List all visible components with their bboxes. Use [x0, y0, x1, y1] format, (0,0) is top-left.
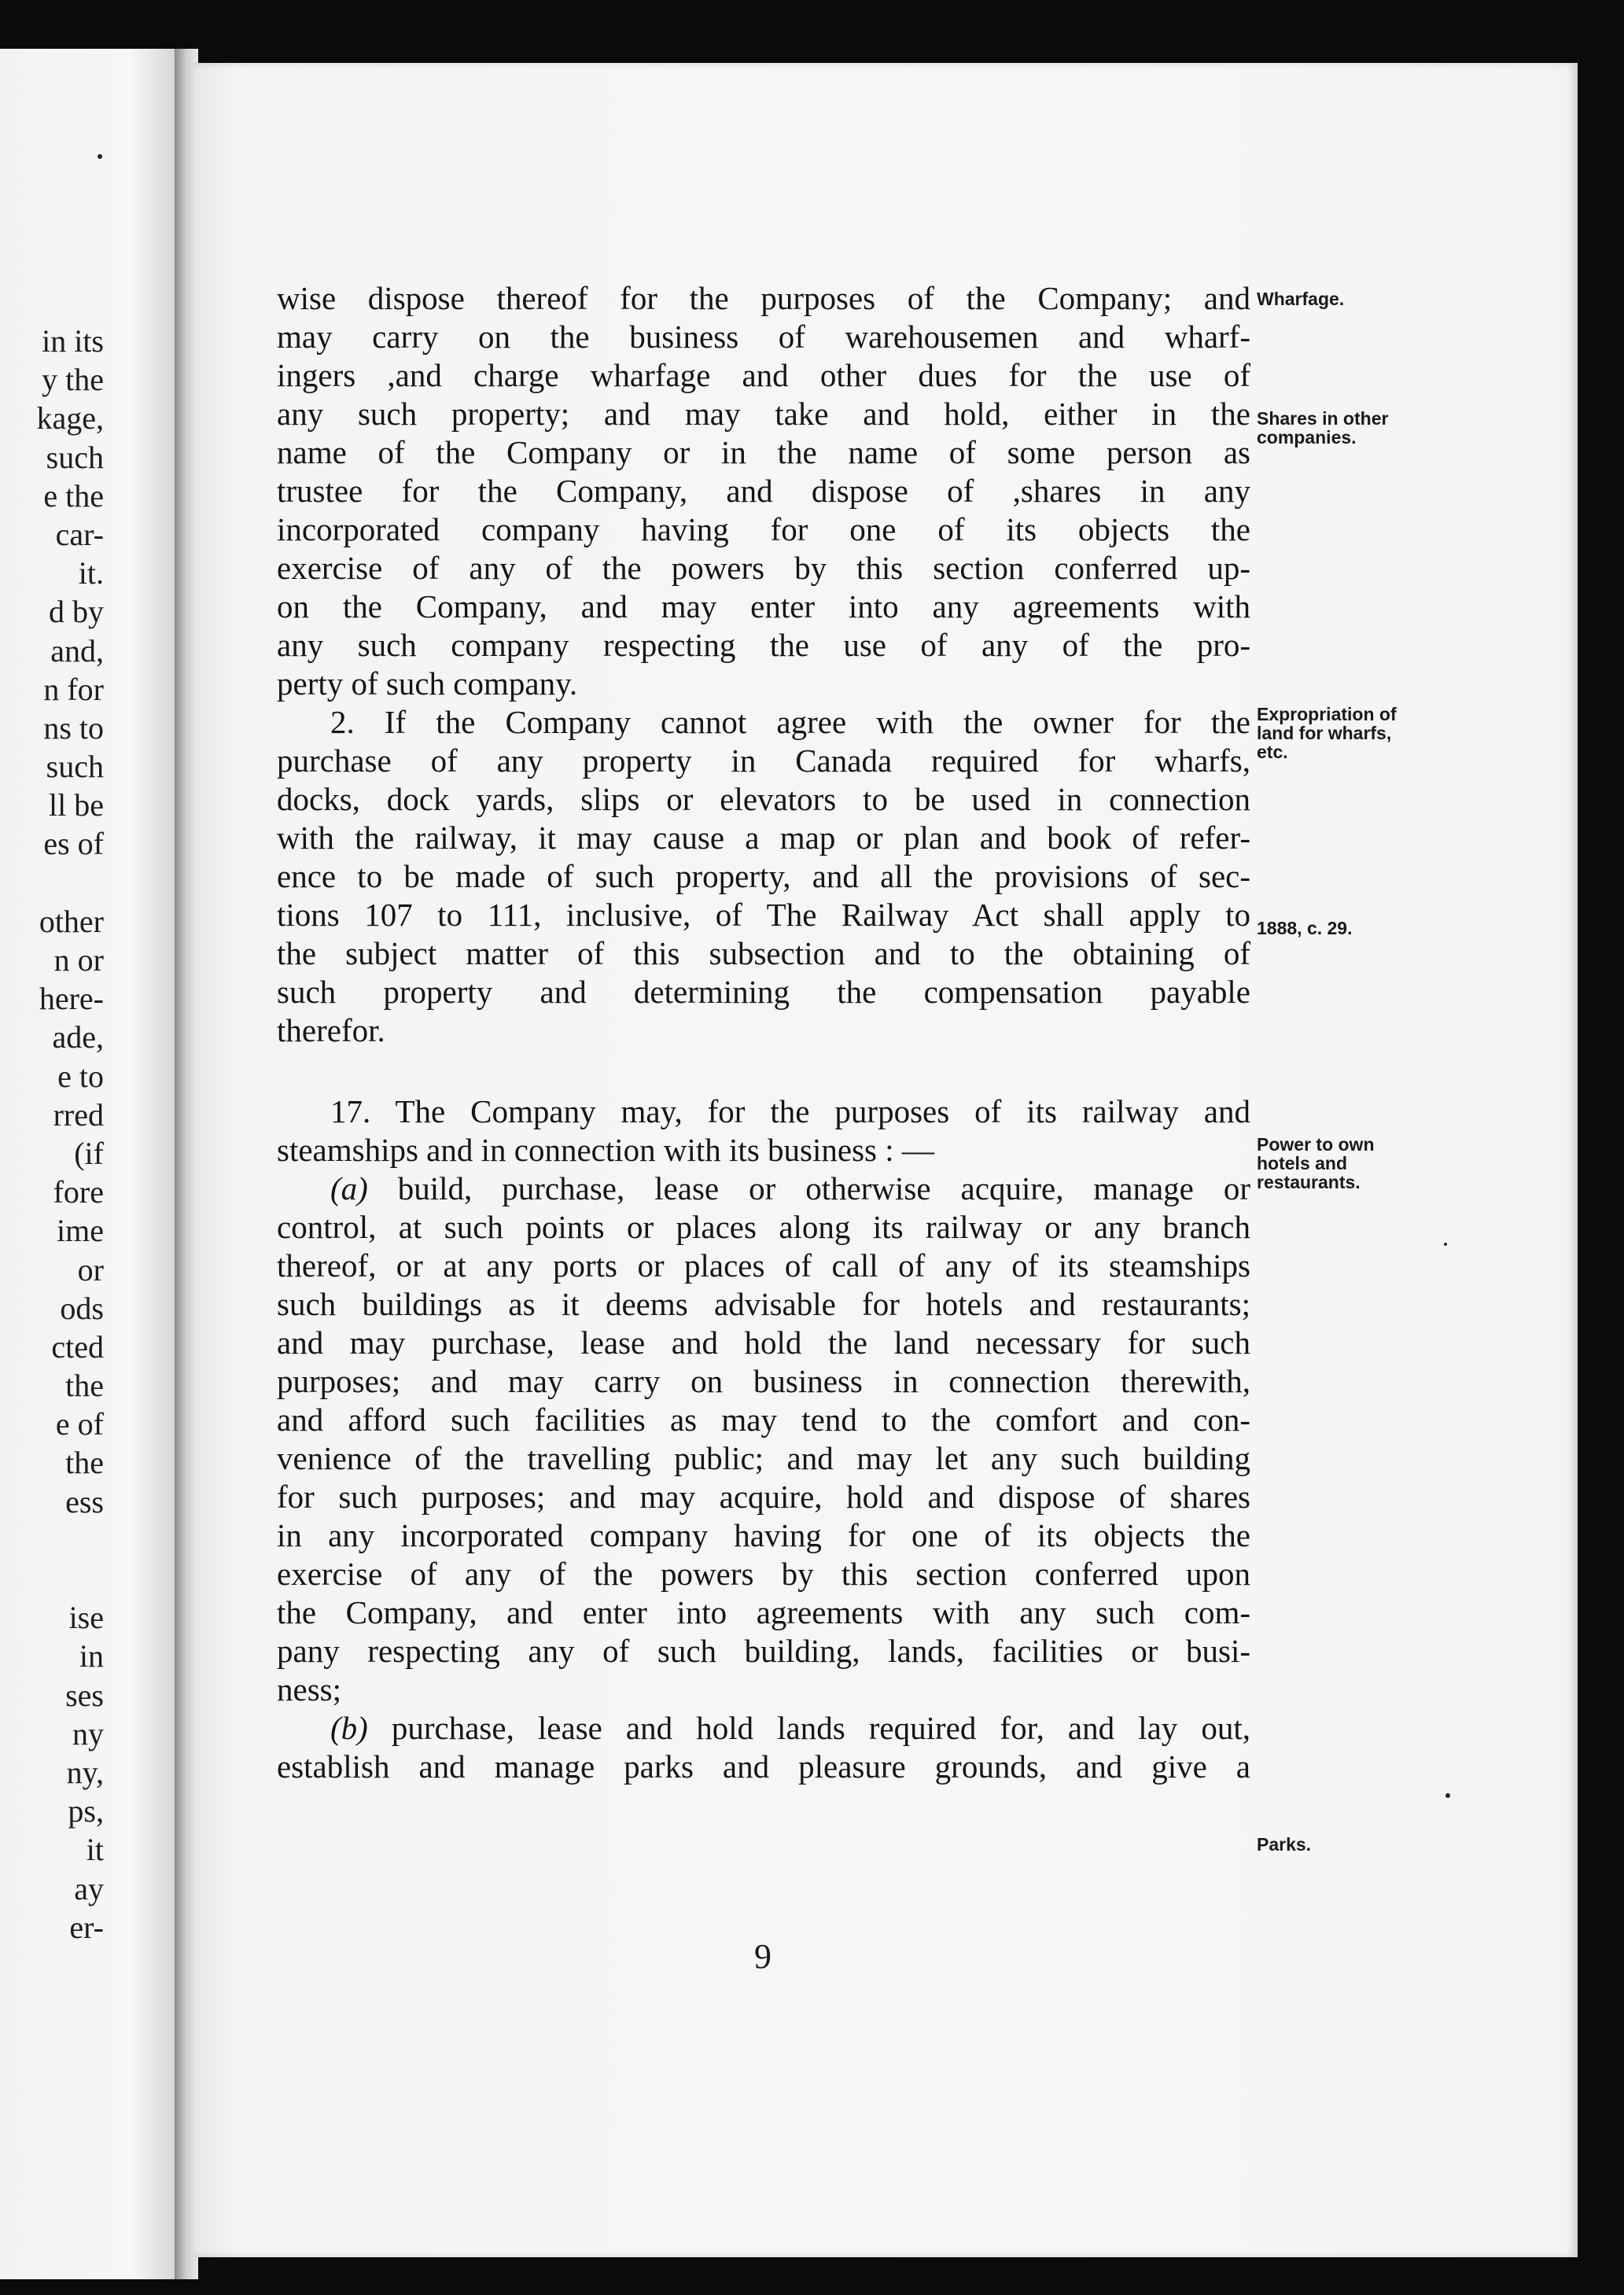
margin-note-shares: Shares in other companies.	[1257, 408, 1389, 448]
left-page-line	[0, 864, 104, 902]
text-line: such property and determining the compensation payable	[277, 974, 1250, 1010]
text-line: and afford such facilities as may tend to the comfort and con-	[277, 1402, 1250, 1438]
left-page-line: cted	[51, 1328, 104, 1365]
text-line: ingers ,and charge wharfage and other dues for the use of	[277, 357, 1250, 393]
text-line: the subject matter of this subsection and to the obtaining of	[277, 935, 1250, 971]
text-line: wise dispose thereof for the purposes of the Company; and	[277, 280, 1250, 316]
paragraph-expropriation	[277, 703, 1250, 1050]
margin-note-wharfage: Wharfage.	[1257, 289, 1345, 309]
text-line: any such property; and may take and hold, either in the	[277, 396, 1250, 432]
page-number: 9	[754, 1937, 771, 1976]
left-page-line: it	[86, 1832, 104, 1868]
text-line: pany respecting any of such building, lands, facilities or busi-	[277, 1633, 1250, 1669]
left-page-line: car-	[55, 516, 104, 552]
text-line: establish and manage parks and pleasure grounds, and give a	[277, 1748, 1250, 1785]
left-page	[0, 49, 187, 2279]
text-line: and may purchase, lease and hold the land necessary for such	[277, 1324, 1250, 1361]
text-line: thereof, or at any ports or places of call of any of its steamships	[277, 1247, 1250, 1284]
left-page-line: here-	[39, 981, 104, 1017]
left-page-line: kage,	[36, 400, 104, 437]
text-line: 2. If the Company cannot agree with the owner for the	[330, 704, 1250, 740]
text-line: (b) purchase, lease and hold lands required for, and lay out,	[330, 1710, 1250, 1746]
text-line: purposes; and may carry on business in connection therewith,	[277, 1363, 1250, 1399]
left-page-text	[0, 322, 104, 1947]
left-page-line: e the	[43, 477, 104, 514]
paragraph-hotels	[277, 1170, 1250, 1709]
paper-speck	[1445, 1793, 1450, 1798]
left-page-line: and,	[50, 632, 104, 669]
left-page-line: the	[65, 1445, 104, 1481]
text-line: any such company respecting the use of any of the pro-	[277, 627, 1250, 663]
margin-note-parks: Parks.	[1257, 1834, 1312, 1855]
text-line: tions 107 to 111, inclusive, of The Railway Act shall apply to	[277, 897, 1250, 933]
left-page-line: the	[65, 1368, 104, 1404]
left-page-line: er-	[69, 1909, 104, 1945]
text-line: venience of the travelling public; and may let any such building	[277, 1440, 1250, 1476]
margin-note-expropriation: Expropriation of land for wharfs, etc.	[1257, 704, 1397, 762]
left-page-line: ise	[68, 1600, 104, 1636]
paper-speck	[98, 154, 102, 159]
text-line: (a) build, purchase, lease or otherwise acquire, manage or	[330, 1170, 1250, 1206]
left-page-line: ses	[65, 1677, 104, 1713]
text-line: on the Company, and may enter into any agreements with	[277, 588, 1250, 624]
left-page-line: e of	[55, 1406, 104, 1442]
text-line: steamships and in connection with its business : —	[277, 1132, 934, 1168]
text-line: ence to be made of such property, and all the provisions of sec-	[277, 858, 1250, 894]
text-line: such buildings as it deems advisable for hotels and restaurants;	[277, 1286, 1250, 1322]
text-line: may carry on the business of warehousemen and wharf-	[277, 319, 1250, 355]
left-page-line: other	[39, 903, 104, 939]
left-page-line: n or	[53, 942, 104, 978]
left-page-line: ns to	[43, 709, 104, 746]
left-page-line: ny,	[66, 1754, 104, 1790]
text-line: exercise of any of the powers by this section conferred upon	[277, 1556, 1250, 1592]
left-page-line	[0, 1521, 104, 1560]
left-page-line: ps,	[68, 1793, 104, 1829]
text-line: for such purposes; and may acquire, hold and dispose of shares	[277, 1479, 1250, 1515]
text-line: incorporated company having for one of its objects the	[277, 511, 1250, 547]
left-page-line: in	[79, 1638, 104, 1674]
paragraph-wharfage	[277, 279, 1250, 703]
left-page-line: ny	[72, 1715, 104, 1752]
left-page-line: ll be	[49, 787, 104, 823]
left-page-line: ods	[60, 1290, 104, 1326]
text-line: in any incorporated company having for one of its objects the	[277, 1517, 1250, 1553]
left-page-line: d by	[49, 594, 104, 630]
paragraph-parks	[277, 1709, 1250, 1786]
left-page-line: ay	[74, 1870, 104, 1906]
text-line: perty of such company.	[277, 665, 578, 702]
text-line: 17. The Company may, for the purposes of its railway and	[330, 1093, 1250, 1129]
left-page-line: n for	[43, 671, 104, 707]
left-page-line: (if	[74, 1135, 104, 1171]
text-line: control, at such points or places along its railway or any branch	[277, 1209, 1250, 1245]
margin-note-hotels: Power to own hotels and restaurants.	[1257, 1134, 1375, 1192]
margin-note-citation: 1888, c. 29.	[1257, 918, 1353, 938]
left-page-line: y the	[42, 362, 104, 398]
left-page-line: or	[77, 1251, 104, 1287]
text-line: with the railway, it may cause a map or plan and book of refer-	[277, 820, 1250, 856]
left-page-line: es of	[43, 826, 104, 862]
left-page-line	[0, 1560, 104, 1598]
text-line: trustee for the Company, and dispose of ,shares in any	[277, 473, 1250, 509]
text-line: docks, dock yards, slips or elevators to be used in connection	[277, 781, 1250, 817]
left-page-line: such	[46, 749, 104, 785]
left-page-line: fore	[53, 1174, 104, 1210]
text-line: exercise of any of the powers by this section conferred up-	[277, 550, 1250, 586]
left-page-line: it.	[78, 555, 104, 591]
paragraph-section-17	[277, 1092, 1250, 1170]
paper-speck	[1444, 1243, 1447, 1246]
left-page-line: rred	[53, 1096, 104, 1133]
left-page-line: ess	[65, 1483, 104, 1520]
text-line: the Company, and enter into agreements with any such com-	[277, 1594, 1250, 1630]
text-line: therefor.	[277, 1012, 385, 1048]
text-line: ness;	[277, 1671, 341, 1707]
text-line: name of the Company or in the name of some person as	[277, 434, 1250, 470]
left-page-line: such	[46, 439, 104, 475]
left-page-line: in its	[42, 323, 104, 359]
left-page-line: ade,	[52, 1019, 104, 1055]
left-page-line: ime	[57, 1213, 104, 1249]
left-page-line: e to	[57, 1058, 104, 1094]
text-line: purchase of any property in Canada required for wharfs,	[277, 742, 1250, 779]
page-body	[277, 279, 1250, 1786]
